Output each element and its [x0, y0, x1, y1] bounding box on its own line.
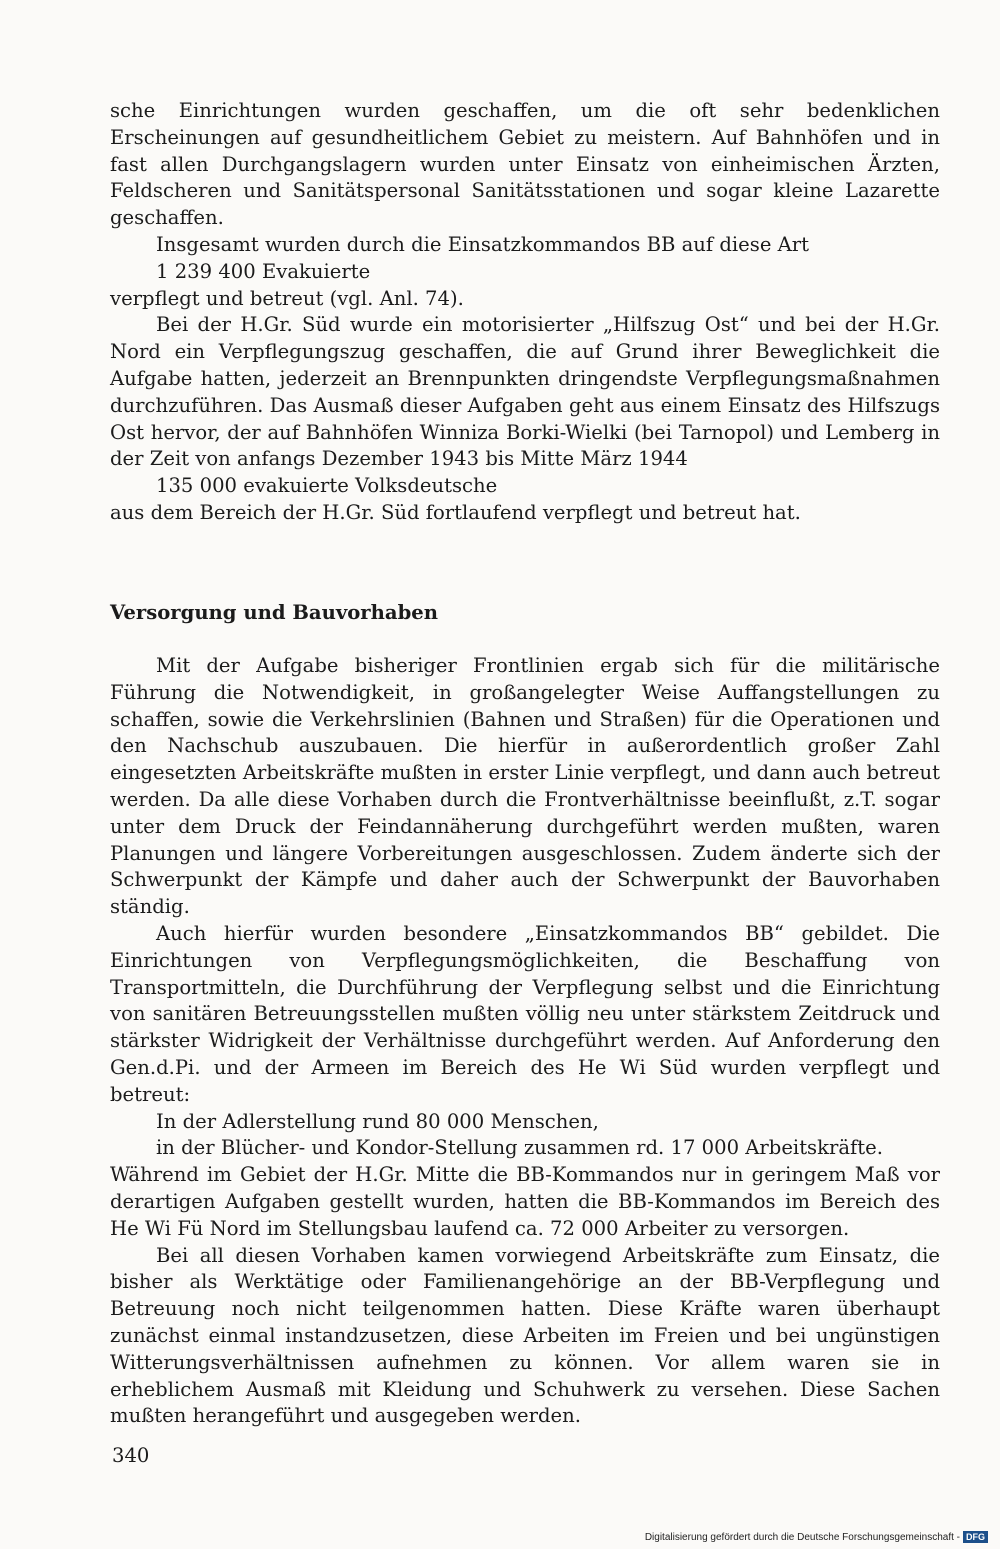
digitization-footer [645, 1531, 988, 1543]
figure-line: In der Adlerstellung rund 80 000 Menschen, [156, 1109, 599, 1133]
section-heading: Versorgung und Bauvorhaben [110, 601, 438, 624]
paragraph: verpflegt und betreut (vgl. Anl. 74). [110, 286, 464, 310]
dfg-logo-icon: DFG [963, 1531, 988, 1543]
paragraph: aus dem Bereich der H.Gr. Süd fortlaufend verpflegt und betreut hat. [110, 500, 801, 524]
paragraph: Auch hierfür wurden besondere „Einsatzkommandos BB“ gebildet. Die Einrichtungen von Verpflegungsmöglichkeiten, die Beschaffung von Transportmitteln, die Durchführung der Verpflegung selbst und die Einrichtung von sanitären Betreuungsstellen mußten völlig neu unter stärkstem Zeitdruck und stärkster Widrigkeit der Verhältnisse durchgeführt werden. Auf Anforderung den Gen.d.Pi. und der Armeen im Bereich des He Wi Süd wurden verpflegt und betreut: [110, 921, 940, 1106]
figure-line: 135 000 evakuierte Volksdeutsche [156, 474, 498, 498]
paragraph: Bei der H.Gr. Süd wurde ein motorisierter „Hilfszug Ost“ und bei der H.Gr. Nord ein Verpflegungszug geschaffen, die auf Grund ihrer Beweglichkeit die Aufgabe hatten, jederzeit an Brennpunkten dringendste Verpflegungsmaßnahmen durchzuführen. Das Ausmaß dieser Aufgaben geht aus einem Einsatz des Hilfszugs Ost hervor, der auf Bahnhöfen Winniza Borki-Wielki (bei Tarnopol) und Lemberg in der Zeit von anfangs Dezember 1943 bis Mitte März 1944 [110, 313, 940, 471]
paragraph: Bei all diesen Vorhaben kamen vorwiegend Arbeitskräfte zum Einsatz, die bisher als Werktätige oder Familienangehörige an der BB-Verpflegung und Betreuung noch nicht teilgenommen hatten. Diese Kräfte waren überhaupt zunächst einmal instandzusetzen, diese Arbeiten im Freien und bei ungünstigen Witterungsverhältnissen aufnehmen zu können. Vor allem waren sie in erheblichem Ausmaß mit Kleidung und Schuhwerk zu versehen. Diese Sachen mußten herangeführt und ausgegeben werden. [110, 1243, 940, 1428]
text-block-2 [110, 653, 940, 1430]
figure-line: in der Blücher- und Kondor-Stellung zusammen rd. 17 000 Arbeitskräfte. [156, 1136, 883, 1160]
paragraph: Insgesamt wurden durch die Einsatzkommandos BB auf diese Art [156, 232, 810, 256]
figure-line: 1 239 400 Evakuierte [156, 259, 371, 283]
paragraph: Während im Gebiet der H.Gr. Mitte die BB-Kommandos nur in geringem Maß vor derartigen Aufgaben gestellt wurden, hatten die BB-Kommandos im Bereich des He Wi Fü Nord im Stellungsbau laufend ca. 72 000 Arbeiter zu versorgen. [110, 1163, 940, 1240]
paragraph: Mit der Aufgabe bisheriger Frontlinien ergab sich für die militärische Führung die Notwendigkeit, in großangelegter Weise Auffangstellungen zu schaffen, sowie die Verkehrslinien (Bahnen und Straßen) für die Operationen und den Nachschub auszubauen. Die hierfür in außerordentlich großer Zahl eingesetzten Arbeitskräfte mußten in erster Linie verpflegt, und dann auch betreut werden. Da alle diese Vorhaben durch die Frontverhältnisse beeinflußt, z.T. sogar unter dem Druck der Feindannäherung durchgeführt werden mußten, waren Planungen und längere Vorbereitungen ausgeschlossen. Zudem änderte sich der Schwerpunkt der Kämpfe und daher auch der Schwerpunkt der Bauvorhaben ständig. [110, 654, 940, 919]
paragraph: sche Einrichtungen wurden geschaffen, um die oft sehr bedenklichen Erscheinungen auf gesundheitlichem Gebiet zu meistern. Auf Bahnhöfen und in fast allen Durchgangslagern wurden unter Einsatz von einheimischen Ärzten, Feldscheren und Sanitätspersonal Sanitätsstationen und sogar kleine Lazarette geschaffen. [110, 99, 940, 230]
footer-text: Digitalisierung gefördert durch die Deutsche Forschungsgemeinschaft - [644, 1531, 960, 1543]
page-number: 340 [112, 1444, 150, 1467]
text-block-1 [110, 98, 940, 527]
